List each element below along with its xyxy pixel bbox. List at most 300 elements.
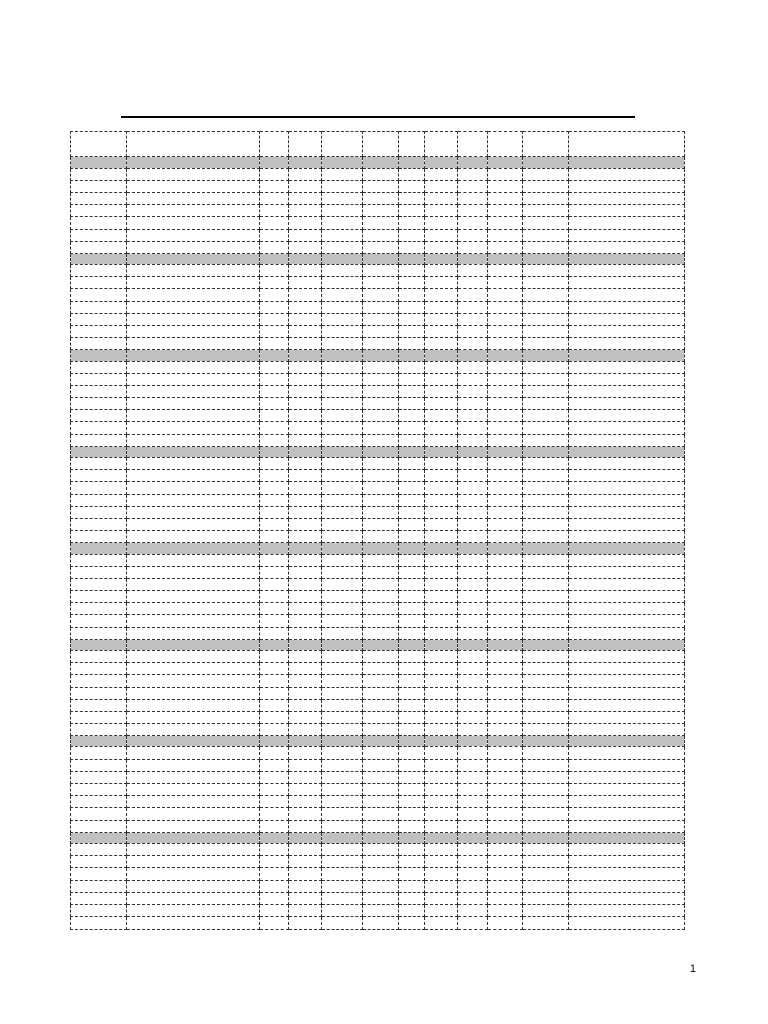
table-cell xyxy=(363,566,399,578)
table-cell xyxy=(488,771,523,783)
section-header-row xyxy=(71,350,685,361)
table-cell xyxy=(289,326,322,338)
table-cell xyxy=(289,301,322,313)
table-cell xyxy=(363,373,399,385)
table-cell xyxy=(71,265,127,277)
table-cell xyxy=(260,904,289,916)
table-cell xyxy=(289,361,322,373)
table-cell xyxy=(127,917,260,930)
section-header-cell xyxy=(322,253,363,264)
table-cell xyxy=(363,747,399,759)
table-cell xyxy=(289,422,322,434)
section-header-cell xyxy=(425,253,458,264)
table-cell xyxy=(399,434,425,446)
table-cell xyxy=(523,808,569,820)
section-header-cell xyxy=(322,543,363,554)
table-cell xyxy=(289,531,322,543)
table-cell xyxy=(289,892,322,904)
table-cell xyxy=(488,904,523,916)
table-cell xyxy=(322,554,363,566)
table-cell xyxy=(260,771,289,783)
table-cell xyxy=(399,687,425,699)
table-cell xyxy=(127,796,260,808)
section-header-cell xyxy=(425,543,458,554)
table-cell xyxy=(322,192,363,204)
table-cell xyxy=(458,531,488,543)
table-cell xyxy=(523,554,569,566)
table-cell xyxy=(363,724,399,736)
table-cell xyxy=(523,687,569,699)
table-cell xyxy=(569,205,685,217)
table-cell xyxy=(71,651,127,663)
table-cell xyxy=(363,820,399,832)
table-row xyxy=(71,434,685,446)
section-header-cell xyxy=(569,736,685,747)
section-header-row xyxy=(71,446,685,457)
table-row xyxy=(71,868,685,880)
table-cell xyxy=(363,301,399,313)
table-cell xyxy=(260,338,289,350)
column-header-cell xyxy=(458,132,488,157)
table-cell xyxy=(458,410,488,422)
table-cell xyxy=(260,868,289,880)
table-cell xyxy=(363,482,399,494)
table-cell xyxy=(289,554,322,566)
table-cell xyxy=(127,747,260,759)
table-cell xyxy=(425,241,458,253)
table-cell xyxy=(260,217,289,229)
table-cell xyxy=(127,808,260,820)
table-cell xyxy=(488,868,523,880)
table-cell xyxy=(425,687,458,699)
table-cell xyxy=(488,856,523,868)
table-cell xyxy=(569,856,685,868)
table-row xyxy=(71,361,685,373)
table-cell xyxy=(127,506,260,518)
section-header-cell xyxy=(71,446,127,457)
table-cell xyxy=(322,289,363,301)
table-cell xyxy=(322,675,363,687)
table-row xyxy=(71,326,685,338)
table-cell xyxy=(322,880,363,892)
section-header-cell xyxy=(127,736,260,747)
table-cell xyxy=(399,651,425,663)
table-row xyxy=(71,591,685,603)
table-cell xyxy=(523,724,569,736)
section-header-cell xyxy=(523,446,569,457)
table-cell xyxy=(569,422,685,434)
table-cell xyxy=(127,326,260,338)
table-cell xyxy=(127,410,260,422)
table-cell xyxy=(399,566,425,578)
section-header-cell xyxy=(425,446,458,457)
table-cell xyxy=(363,808,399,820)
table-cell xyxy=(425,868,458,880)
table-cell xyxy=(127,494,260,506)
section-header-cell xyxy=(260,157,289,168)
table-cell xyxy=(322,603,363,615)
table-cell xyxy=(260,843,289,855)
table-cell xyxy=(523,422,569,434)
table-row xyxy=(71,398,685,410)
table-cell xyxy=(425,313,458,325)
table-cell xyxy=(569,241,685,253)
table-cell xyxy=(71,747,127,759)
table-cell xyxy=(458,434,488,446)
table-cell xyxy=(363,361,399,373)
table-cell xyxy=(260,168,289,180)
table-cell xyxy=(363,506,399,518)
table-cell xyxy=(322,724,363,736)
section-header-cell xyxy=(569,157,685,168)
table-cell xyxy=(71,759,127,771)
section-header-cell xyxy=(260,832,289,843)
table-cell xyxy=(71,301,127,313)
table-cell xyxy=(458,711,488,723)
table-cell xyxy=(71,422,127,434)
table-cell xyxy=(71,506,127,518)
section-header-cell xyxy=(71,253,127,264)
table-cell xyxy=(569,518,685,530)
table-cell xyxy=(127,591,260,603)
table-row xyxy=(71,566,685,578)
table-cell xyxy=(569,494,685,506)
table-cell xyxy=(127,675,260,687)
table-header-row xyxy=(71,132,685,157)
table-cell xyxy=(425,771,458,783)
section-header-cell xyxy=(425,736,458,747)
section-header-cell xyxy=(523,253,569,264)
table-cell xyxy=(488,784,523,796)
table-cell xyxy=(71,856,127,868)
table-cell xyxy=(425,422,458,434)
table-cell xyxy=(488,265,523,277)
table-cell xyxy=(458,373,488,385)
table-cell xyxy=(399,289,425,301)
section-header-cell xyxy=(399,446,425,457)
table-cell xyxy=(523,892,569,904)
table-cell xyxy=(569,759,685,771)
table-cell xyxy=(488,687,523,699)
table-cell xyxy=(322,892,363,904)
table-cell xyxy=(289,506,322,518)
table-row xyxy=(71,856,685,868)
table-cell xyxy=(260,880,289,892)
table-cell xyxy=(488,917,523,930)
table-cell xyxy=(363,180,399,192)
table-cell xyxy=(425,796,458,808)
table-cell xyxy=(523,180,569,192)
table-cell xyxy=(260,784,289,796)
table-cell xyxy=(523,675,569,687)
table-cell xyxy=(322,687,363,699)
table-cell xyxy=(523,205,569,217)
table-row xyxy=(71,820,685,832)
table-cell xyxy=(127,856,260,868)
table-cell xyxy=(399,747,425,759)
table-cell xyxy=(399,699,425,711)
table-cell xyxy=(458,192,488,204)
table-cell xyxy=(322,904,363,916)
table-cell xyxy=(458,385,488,397)
table-cell xyxy=(289,675,322,687)
table-cell xyxy=(127,771,260,783)
section-header-row xyxy=(71,543,685,554)
table-cell xyxy=(260,205,289,217)
table-cell xyxy=(127,880,260,892)
table-cell xyxy=(260,277,289,289)
table-cell xyxy=(425,566,458,578)
table-cell xyxy=(260,711,289,723)
table-cell xyxy=(425,494,458,506)
table-cell xyxy=(523,603,569,615)
table-cell xyxy=(289,651,322,663)
table-cell xyxy=(363,494,399,506)
table-cell xyxy=(488,747,523,759)
section-header-cell xyxy=(363,736,399,747)
table-cell xyxy=(127,578,260,590)
table-cell xyxy=(289,265,322,277)
table-cell xyxy=(71,373,127,385)
table-cell xyxy=(523,410,569,422)
section-header-cell xyxy=(363,446,399,457)
table-cell xyxy=(322,820,363,832)
table-row xyxy=(71,724,685,736)
section-header-cell xyxy=(289,446,322,457)
table-cell xyxy=(399,373,425,385)
table-cell xyxy=(127,820,260,832)
table-cell xyxy=(569,578,685,590)
table-cell xyxy=(322,180,363,192)
table-cell xyxy=(569,603,685,615)
table-cell xyxy=(488,892,523,904)
table-cell xyxy=(71,843,127,855)
table-cell xyxy=(399,313,425,325)
table-cell xyxy=(260,229,289,241)
table-cell xyxy=(458,470,488,482)
table-cell xyxy=(260,373,289,385)
table-cell xyxy=(127,482,260,494)
table-cell xyxy=(523,398,569,410)
table-cell xyxy=(260,506,289,518)
table-cell xyxy=(399,180,425,192)
table-cell xyxy=(363,615,399,627)
table-cell xyxy=(289,856,322,868)
table-cell xyxy=(569,192,685,204)
table-cell xyxy=(289,711,322,723)
table-cell xyxy=(523,229,569,241)
column-header-cell xyxy=(523,132,569,157)
table-cell xyxy=(363,531,399,543)
table-cell xyxy=(289,398,322,410)
table-cell xyxy=(260,470,289,482)
table-cell xyxy=(363,627,399,639)
table-cell xyxy=(363,856,399,868)
table-cell xyxy=(289,627,322,639)
table-cell xyxy=(71,229,127,241)
table-cell xyxy=(71,578,127,590)
table-cell xyxy=(71,313,127,325)
table-cell xyxy=(260,651,289,663)
table-cell xyxy=(523,265,569,277)
table-cell xyxy=(363,784,399,796)
table-row xyxy=(71,313,685,325)
table-cell xyxy=(289,759,322,771)
table-cell xyxy=(260,398,289,410)
table-cell xyxy=(488,843,523,855)
table-cell xyxy=(71,192,127,204)
table-cell xyxy=(425,603,458,615)
table-cell xyxy=(488,398,523,410)
table-cell xyxy=(71,663,127,675)
table-cell xyxy=(260,326,289,338)
table-cell xyxy=(458,724,488,736)
table-cell xyxy=(523,385,569,397)
table-cell xyxy=(569,771,685,783)
table-cell xyxy=(363,410,399,422)
table-row xyxy=(71,663,685,675)
section-header-cell xyxy=(260,446,289,457)
section-header-cell xyxy=(425,639,458,650)
section-header-cell xyxy=(322,639,363,650)
table-cell xyxy=(399,506,425,518)
table-cell xyxy=(322,747,363,759)
table-cell xyxy=(488,217,523,229)
table-cell xyxy=(289,338,322,350)
table-cell xyxy=(71,784,127,796)
table-cell xyxy=(569,904,685,916)
section-header-cell xyxy=(569,446,685,457)
table-cell xyxy=(71,771,127,783)
table-cell xyxy=(260,313,289,325)
table-cell xyxy=(363,591,399,603)
table-cell xyxy=(71,434,127,446)
table-cell xyxy=(425,759,458,771)
table-cell xyxy=(458,663,488,675)
section-header-cell xyxy=(260,543,289,554)
table-cell xyxy=(399,856,425,868)
table-cell xyxy=(569,229,685,241)
table-cell xyxy=(569,784,685,796)
section-header-cell xyxy=(458,639,488,650)
table-cell xyxy=(425,180,458,192)
table-cell xyxy=(260,554,289,566)
table-row xyxy=(71,771,685,783)
section-header-cell xyxy=(399,832,425,843)
table-cell xyxy=(488,627,523,639)
section-header-cell xyxy=(569,350,685,361)
table-cell xyxy=(127,843,260,855)
table-cell xyxy=(363,578,399,590)
table-cell xyxy=(322,470,363,482)
table-cell xyxy=(260,808,289,820)
table-cell xyxy=(71,820,127,832)
table-cell xyxy=(425,217,458,229)
table-cell xyxy=(458,217,488,229)
table-row xyxy=(71,796,685,808)
table-cell xyxy=(425,410,458,422)
table-cell xyxy=(363,917,399,930)
table-cell xyxy=(488,373,523,385)
table-cell xyxy=(289,482,322,494)
table-cell xyxy=(289,843,322,855)
table-cell xyxy=(569,627,685,639)
table-cell xyxy=(569,687,685,699)
table-cell xyxy=(127,192,260,204)
table-cell xyxy=(523,856,569,868)
table-cell xyxy=(399,531,425,543)
table-cell xyxy=(289,904,322,916)
section-header-row xyxy=(71,736,685,747)
table-cell xyxy=(127,289,260,301)
table-cell xyxy=(127,627,260,639)
table-row xyxy=(71,458,685,470)
table-cell xyxy=(488,675,523,687)
table-cell xyxy=(569,892,685,904)
table-cell xyxy=(488,458,523,470)
blank-form-table xyxy=(70,131,685,930)
table-row xyxy=(71,759,685,771)
table-cell xyxy=(363,518,399,530)
table-cell xyxy=(71,615,127,627)
table-cell xyxy=(569,277,685,289)
table-cell xyxy=(488,434,523,446)
table-cell xyxy=(458,591,488,603)
table-cell xyxy=(399,904,425,916)
table-cell xyxy=(399,578,425,590)
section-header-cell xyxy=(127,543,260,554)
table-cell xyxy=(289,796,322,808)
table-cell xyxy=(569,385,685,397)
table-cell xyxy=(569,398,685,410)
table-cell xyxy=(523,361,569,373)
table-cell xyxy=(458,843,488,855)
table-cell xyxy=(289,494,322,506)
table-row xyxy=(71,506,685,518)
table-cell xyxy=(71,868,127,880)
section-header-cell xyxy=(322,736,363,747)
table-cell xyxy=(458,917,488,930)
table-cell xyxy=(71,410,127,422)
table-cell xyxy=(71,724,127,736)
table-cell xyxy=(458,784,488,796)
table-cell xyxy=(71,796,127,808)
table-cell xyxy=(363,205,399,217)
table-cell xyxy=(127,205,260,217)
table-row xyxy=(71,615,685,627)
section-header-cell xyxy=(399,253,425,264)
table-cell xyxy=(425,724,458,736)
table-cell xyxy=(425,205,458,217)
table-cell xyxy=(260,180,289,192)
table-cell xyxy=(289,205,322,217)
table-cell xyxy=(488,724,523,736)
table-cell xyxy=(363,603,399,615)
table-cell xyxy=(569,675,685,687)
table-cell xyxy=(399,217,425,229)
section-header-cell xyxy=(127,639,260,650)
table-cell xyxy=(260,566,289,578)
table-cell xyxy=(399,917,425,930)
table-row xyxy=(71,470,685,482)
section-header-cell xyxy=(363,543,399,554)
table-cell xyxy=(488,711,523,723)
table-row xyxy=(71,265,685,277)
table-cell xyxy=(322,627,363,639)
table-cell xyxy=(71,699,127,711)
table-cell xyxy=(425,398,458,410)
table-cell xyxy=(363,470,399,482)
